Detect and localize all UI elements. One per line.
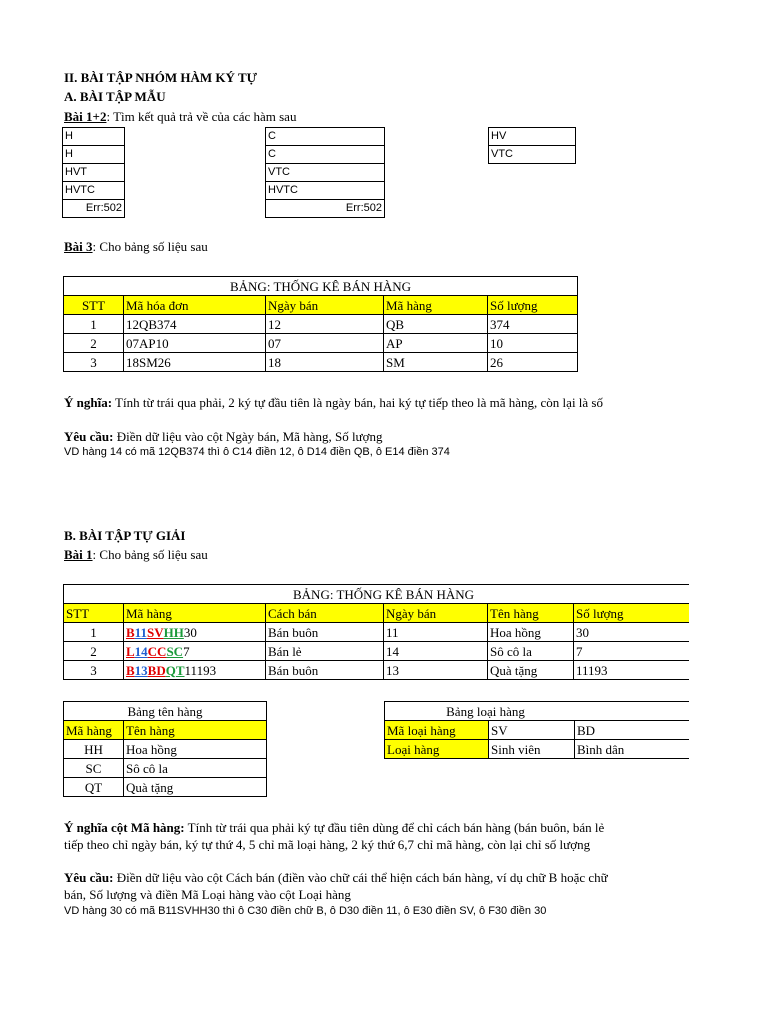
table-a-title: BẢNG: THỐNG KÊ BÁN HÀNG	[64, 277, 578, 296]
table-cell: 1	[64, 623, 124, 642]
code-part: SV	[146, 624, 164, 640]
table-cell: 11	[384, 623, 488, 642]
sales-table-b-wrap	[63, 584, 689, 684]
table-cell: 11193	[574, 661, 690, 680]
product-name-table-title: Bảng tên hàng	[64, 702, 267, 721]
bai1-label: Bài 1	[64, 547, 93, 562]
table-cell: 07AP10	[124, 334, 266, 353]
table-cell: SV	[489, 721, 575, 740]
table-cell: 13	[384, 661, 488, 680]
result-col3-cell: VTC	[488, 145, 576, 164]
table-cell: 12QB374	[124, 315, 266, 334]
request-b	[64, 870, 688, 886]
product-type-table-title: Bảng loại hàng	[385, 702, 690, 721]
table-header: Mã loại hàng	[385, 721, 489, 740]
meaning-b	[64, 820, 688, 836]
table-cell: Bán buôn	[266, 661, 384, 680]
code-part: 14	[134, 643, 148, 659]
meaning-a-text: Tính từ trái qua phải, 2 ký tự đầu tiên là ngày bán, hai ký tự tiếp theo là mã hàng, còn lại là số	[112, 395, 603, 410]
table-cell: HH	[64, 740, 124, 759]
table-b-header-row	[64, 604, 690, 623]
request-b-text: Điền dữ liệu vào cột Cách bán (điền vào chữ cái thể hiện cách bán hàng, ví dụ chữ B hoặc chữ	[113, 870, 608, 885]
table-row	[64, 623, 690, 642]
code-part: 30	[183, 624, 197, 640]
table-cell: SM	[384, 353, 488, 372]
code-part: QT	[165, 662, 185, 678]
table-cell: Hoa hồng	[488, 623, 574, 642]
meaning-a-label: Ý nghĩa:	[64, 395, 113, 410]
code-part: 7	[183, 643, 190, 659]
table-cell: 2	[64, 642, 124, 661]
code-part: SC	[166, 643, 184, 659]
table-b-header: Mã hàng	[124, 604, 266, 623]
table-cell: Sinh viên	[489, 740, 575, 759]
product-code-cell	[124, 623, 266, 642]
table-cell: 26	[488, 353, 578, 372]
table-cell: 10	[488, 334, 578, 353]
table-b-header: Tên hàng	[488, 604, 574, 623]
table-row	[64, 353, 578, 372]
code-part: 13	[134, 662, 148, 678]
result-col2-cell: Err:502	[265, 199, 385, 218]
result-col2-cell: C	[265, 145, 385, 164]
code-part: B	[126, 662, 135, 678]
table-cell: Bán buôn	[266, 623, 384, 642]
table-cell: BD	[575, 721, 690, 740]
table-a-header-row	[64, 296, 578, 315]
table-row	[64, 315, 578, 334]
table-cell: Sô cô la	[124, 759, 267, 778]
meaning-a	[64, 395, 688, 411]
bai12-text: : Tìm kết quả trả về của các hàm sau	[106, 109, 297, 124]
table-a-header: Mã hàng	[384, 296, 488, 315]
table-a-header: Số lượng	[488, 296, 578, 315]
code-part: CC	[147, 643, 167, 659]
sales-table-a	[63, 276, 578, 372]
code-part: B	[126, 624, 135, 640]
table-cell: Hoa hồng	[124, 740, 267, 759]
product-code-cell	[124, 661, 266, 680]
table-header: Loại hàng	[385, 740, 489, 759]
bai3-label: Bài 3	[64, 239, 93, 254]
meaning-b-text: Tính từ trái qua phải ký tự đầu tiên dùng để chỉ cách bán hàng (bán buôn, bán lẻ	[184, 820, 605, 835]
table-cell: 7	[574, 642, 690, 661]
table-header: Mã hàng	[64, 721, 124, 740]
table-row	[64, 642, 690, 661]
product-type-table	[384, 701, 689, 759]
product-code-cell	[124, 642, 266, 661]
product-type-table-wrap	[384, 701, 689, 763]
table-cell: 18	[266, 353, 384, 372]
table-cell: 374	[488, 315, 578, 334]
result-col1-cell: H	[62, 127, 125, 146]
table-cell: AP	[384, 334, 488, 353]
table-a-header: Ngày bán	[266, 296, 384, 315]
table-b-header: Số lượng	[574, 604, 690, 623]
meaning-b-label: Ý nghĩa cột Mã hàng:	[64, 820, 185, 835]
table-a-header: STT	[64, 296, 124, 315]
table-header: Tên hàng	[124, 721, 267, 740]
request-b-example: VD hàng 30 có mã B11SVHH30 thì ô C30 điền chữ B, ô D30 điền 11, ô E30 điền SV, ô F30 điền 30	[64, 905, 547, 917]
sales-table-b	[63, 584, 689, 680]
code-part: 11193	[184, 662, 217, 678]
table-cell: 1	[64, 315, 124, 334]
result-col1-cell: Err:502	[62, 199, 125, 218]
code-part: BD	[147, 662, 166, 678]
bai3-line	[64, 239, 208, 255]
table-row	[64, 334, 578, 353]
product-name-table	[63, 701, 267, 797]
result-col3-cell: HV	[488, 127, 576, 146]
table-cell: 3	[64, 353, 124, 372]
section-title: II. BÀI TẬP NHÓM HÀM KÝ TỰ	[64, 70, 257, 85]
table-cell: 3	[64, 661, 124, 680]
table-cell: 14	[384, 642, 488, 661]
subsection-b-title: B. BÀI TẬP TỰ GIẢI	[64, 528, 186, 543]
table-cell: Sô cô la	[488, 642, 574, 661]
bai12-line	[64, 109, 296, 125]
table-row	[64, 740, 267, 759]
result-col2-cell: C	[265, 127, 385, 146]
result-col2-cell: VTC	[265, 163, 385, 182]
result-col1-cell: H	[62, 145, 125, 164]
code-part: HH	[163, 624, 184, 640]
table-cell: Quà tặng	[488, 661, 574, 680]
bai1-line	[64, 547, 208, 563]
table-cell: QT	[64, 778, 124, 797]
bai12-label: Bài 1+2	[64, 109, 107, 124]
request-a-label: Yêu cầu:	[64, 429, 114, 444]
table-cell: Quà tặng	[124, 778, 267, 797]
table-b-header: Ngày bán	[384, 604, 488, 623]
table-cell: 07	[266, 334, 384, 353]
table-b-title: BẢNG: THỐNG KÊ BÁN HÀNG	[64, 585, 690, 604]
table-cell: SC	[64, 759, 124, 778]
request-a-example: VD hàng 14 có mã 12QB374 thì ô C14 điền 12, ô D14 điền QB, ô E14 điền 374	[64, 446, 450, 458]
table-row	[385, 721, 690, 740]
table-a-header: Mã hóa đơn	[124, 296, 266, 315]
subsection-a-title: A. BÀI TẬP MẪU	[64, 89, 166, 104]
bai1-text: : Cho bảng số liệu sau	[92, 547, 208, 562]
table-cell: 2	[64, 334, 124, 353]
product-name-header-row	[64, 721, 267, 740]
bai3-text: : Cho bảng số liệu sau	[92, 239, 208, 254]
table-row	[64, 778, 267, 797]
table-cell: 30	[574, 623, 690, 642]
table-cell: QB	[384, 315, 488, 334]
table-cell: Bán lẻ	[266, 642, 384, 661]
request-b-line2: bán, Số lượng và điền Mã Loại hàng vào cột Loại hàng	[64, 887, 351, 902]
meaning-b-line2: tiếp theo chỉ ngày bán, ký tự thứ 4, 5 chỉ mã loại hàng, 2 ký thứ 6,7 chỉ mã hàng, còn lại chỉ số lượng	[64, 837, 591, 852]
request-b-label: Yêu cầu:	[64, 870, 114, 885]
table-cell: Bình dân	[575, 740, 690, 759]
table-row	[385, 740, 690, 759]
table-row	[64, 661, 690, 680]
table-b-header: Cách bán	[266, 604, 384, 623]
result-col2-cell: HVTC	[265, 181, 385, 200]
table-cell: 12	[266, 315, 384, 334]
code-part: 11	[134, 624, 147, 640]
table-row	[64, 759, 267, 778]
table-cell: 18SM26	[124, 353, 266, 372]
code-part: L	[126, 643, 135, 659]
request-a	[64, 429, 382, 445]
request-a-text: Điền dữ liệu vào cột Ngày bán, Mã hàng, Số lượng	[113, 429, 383, 444]
result-col1-cell: HVTC	[62, 181, 125, 200]
result-col1-cell: HVT	[62, 163, 125, 182]
table-b-header: STT	[64, 604, 124, 623]
